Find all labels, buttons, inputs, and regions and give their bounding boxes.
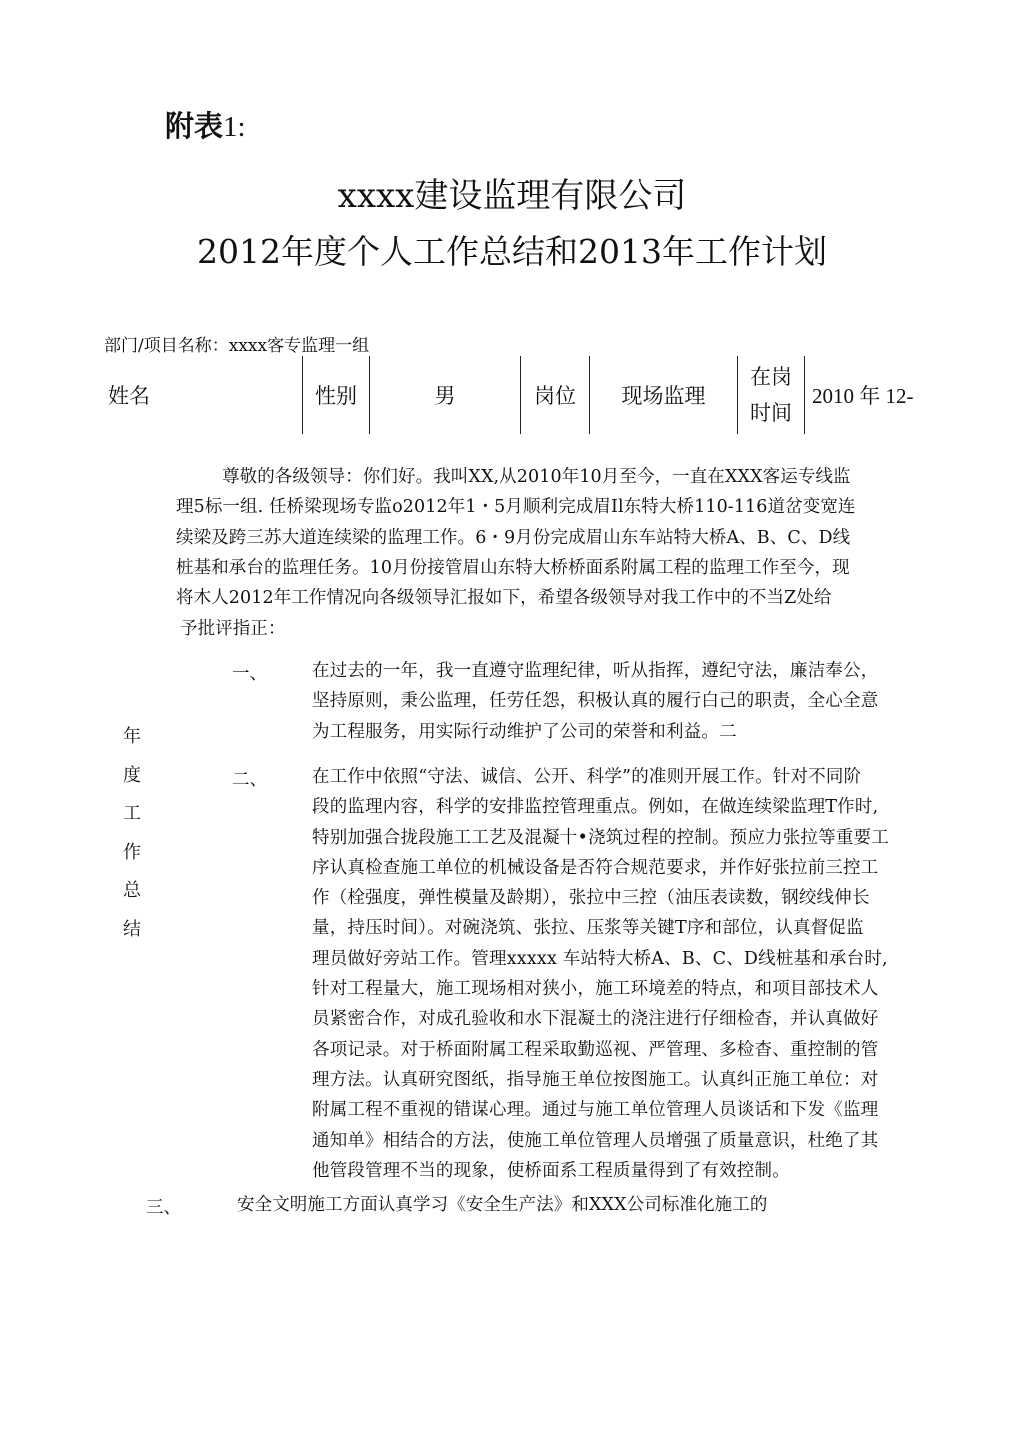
gender-label: 性别 <box>315 384 357 408</box>
section-line: 量，持压时间）。对碗浇筑、张拉、压浆等关键T序和部位，认真督促监 <box>312 918 864 939</box>
section-line: 理方法。认真研究图纸，指导施王单位按图施工。认真纠正施工单位：对 <box>312 1069 879 1090</box>
section-line: 附属工程不重视的错谋心理。通过与施工单位管理人员谈话和下发《监理 <box>312 1100 879 1121</box>
side-label-char: 作 <box>123 841 141 863</box>
annex-label: 附表1: <box>165 109 246 143</box>
section-line: 理员做好旁站工作。管理xxxxx 车站特大桥A、B、C、D线桩基和承台时, <box>312 948 888 969</box>
section-line: 安全文明施工方面认真学习《安全生产法》和XXX公司标准化施工的 <box>237 1195 768 1215</box>
side-label-char: 年 <box>123 726 141 747</box>
info-table <box>100 356 960 434</box>
position-label: 岗位 <box>534 384 576 408</box>
section-line: 特别加强合拢段施工工艺及混凝十•浇筑过程的控制。预应力张拉等重要工 <box>312 827 889 848</box>
section-marker: 一、 <box>232 664 267 684</box>
section-line: 员紧密合作，对成孔验收和水下混凝土的浇注进行仔细检杳，并认真做好 <box>312 1009 879 1030</box>
tenure-value: 2010 年 12- <box>812 384 914 408</box>
intro-line: 理5标一组. 任桥梁现场专监o2012年1・5月顺利完成眉Il东特大桥110-116道岔变宽连 <box>176 497 856 517</box>
name-label: 姓名 <box>108 384 150 408</box>
section-line: 通知单》相结合的方法，使施工单位管理人员增强了质量意识，杜绝了其 <box>312 1130 879 1151</box>
department-line: 部门/项目名称：xxxx客专监理一组 <box>104 336 370 356</box>
section-line: 作（栓强度，弹性模量及龄期），张拉中三控（油压表读数，钢绞线伸长 <box>312 888 870 909</box>
section-line: 序认真检查施工单位的机械设备是否符合规范要求，并作好张拉前三控工 <box>312 857 879 878</box>
tenure-label-line: 在岗 <box>750 365 792 389</box>
section-line: 坚持原则，秉公监理，任劳任怨，积极认真的履行白己的职责，全心全意 <box>312 691 879 712</box>
document-title-company: xxxx建设监理有限公司 <box>337 176 687 216</box>
intro-line: 桩基和承台的监理任务。10月份接管眉山东特大桥桥面系附属工程的监理工作至今，现 <box>176 558 850 578</box>
section-line: 针对工程量大，施工现场相对狭小，施工环境差的特点，和项目部技术人 <box>312 979 879 1000</box>
side-label-char: 度 <box>123 764 141 786</box>
gender-value: 男 <box>434 384 456 408</box>
section-line: 在过去的一年，我一直遵守监理纪律，听从指挥，遵纪守法，廉洁奉公， <box>312 661 879 681</box>
document-title-main: 2012年度个人工作总结和2013年工作计划 <box>197 232 827 271</box>
side-label-char: 结 <box>123 918 141 940</box>
side-label-annual-summary <box>121 722 143 953</box>
intro-line: 予批评指正： <box>180 619 286 639</box>
section-2-body <box>312 762 889 1186</box>
tenure-label <box>738 356 804 434</box>
intro-line: 续梁及跨三苏大道连续梁的监理工作。6・9月份完成眉山东车站特大桥A、B、C、D线 <box>176 528 851 548</box>
section-marker: 三、 <box>146 1198 181 1218</box>
position-value: 现场监理 <box>621 384 706 408</box>
section-line: 段的监理内容，科学的安排监控管理重点。例如，在做连续梁监理T作时, <box>312 797 879 818</box>
table-divider <box>804 356 805 434</box>
section-line: 各项记录。对于桥面附属工程采取勤巡视、严管理、多检杳、重控制的管 <box>312 1039 879 1060</box>
tenure-label-line: 时间 <box>750 401 792 425</box>
section-line: 在工作中依照“守法、诚信、公开、科学”的准则开展工作。针对不同阶 <box>312 767 862 787</box>
intro-line: 尊敬的各级领导：你们好。我叫XX,从2010年10月至今，一直在XXX客运专线监 <box>222 467 851 487</box>
side-label-char: 总 <box>123 880 141 901</box>
section-line: 为工程服务，用实际行动维护了公司的荣誉和利益。二 <box>312 721 737 742</box>
section-line: 他管段管理不当的现象，使桥面系工程质量得到了有效控制。 <box>312 1160 790 1181</box>
section-1-body <box>312 656 878 747</box>
intro-line: 将木人2012年工作情况向各级领导汇报如下，希望各级领导对我工作中的不当Z处给 <box>176 588 832 608</box>
section-marker: 二、 <box>232 770 267 790</box>
side-label-char: 工 <box>123 803 141 824</box>
